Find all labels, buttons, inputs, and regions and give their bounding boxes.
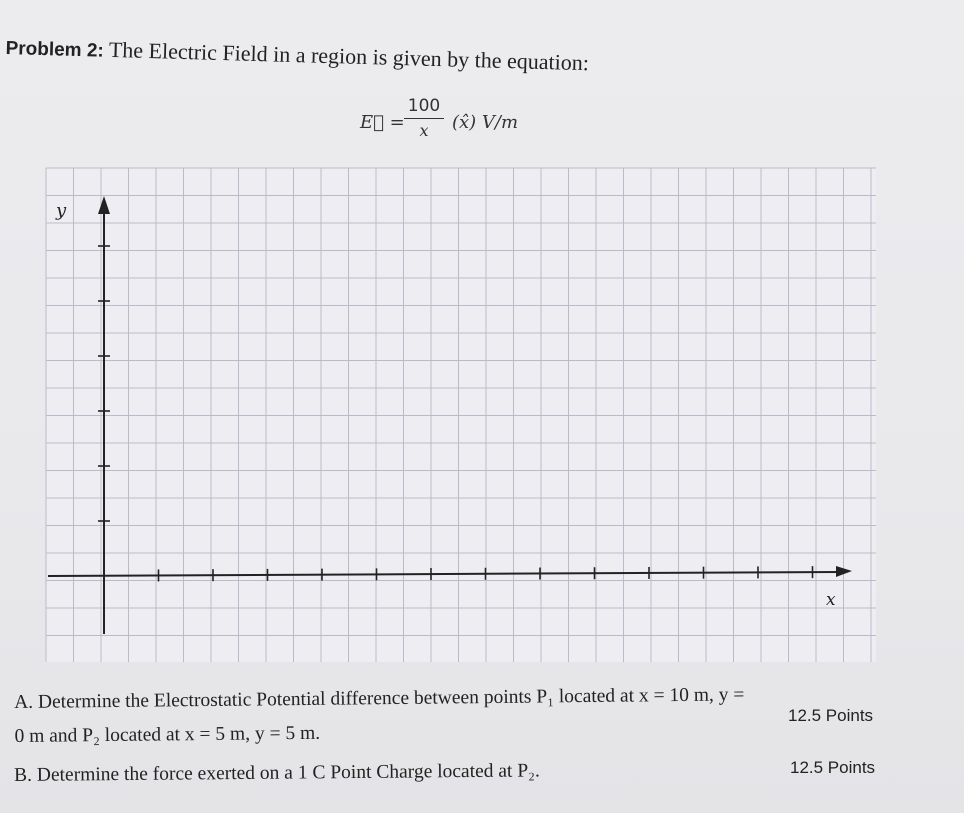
part-a-question <box>14 677 895 754</box>
equation-lhs: E⃗ = <box>360 112 405 133</box>
part-a-points: 12.5 Points <box>788 706 874 725</box>
x-axis-label: x <box>826 590 836 610</box>
part-b-points: 12.5 Points <box>790 758 876 777</box>
equation-denominator: x <box>419 121 429 140</box>
equation-unit-vector: (x̂) V/m <box>452 112 519 133</box>
part-a-line1: A. Determine the Electrostatic Potential difference between points P₁ located at x = 10 m, y = <box>14 684 745 713</box>
part-a-line2: 0 m and P₂ located at x = 5 m, y = 5 m. <box>14 722 321 747</box>
problem-statement: The Electric Field in a region is given by the equation: <box>108 36 590 76</box>
y-axis-label: y <box>56 200 67 221</box>
problem-label: Problem 2: <box>5 37 105 62</box>
part-b-question: B. Determine the force exerted on a 1 C Point Charge located at P₂. <box>14 760 540 786</box>
equation-numerator: 100 <box>407 96 441 116</box>
